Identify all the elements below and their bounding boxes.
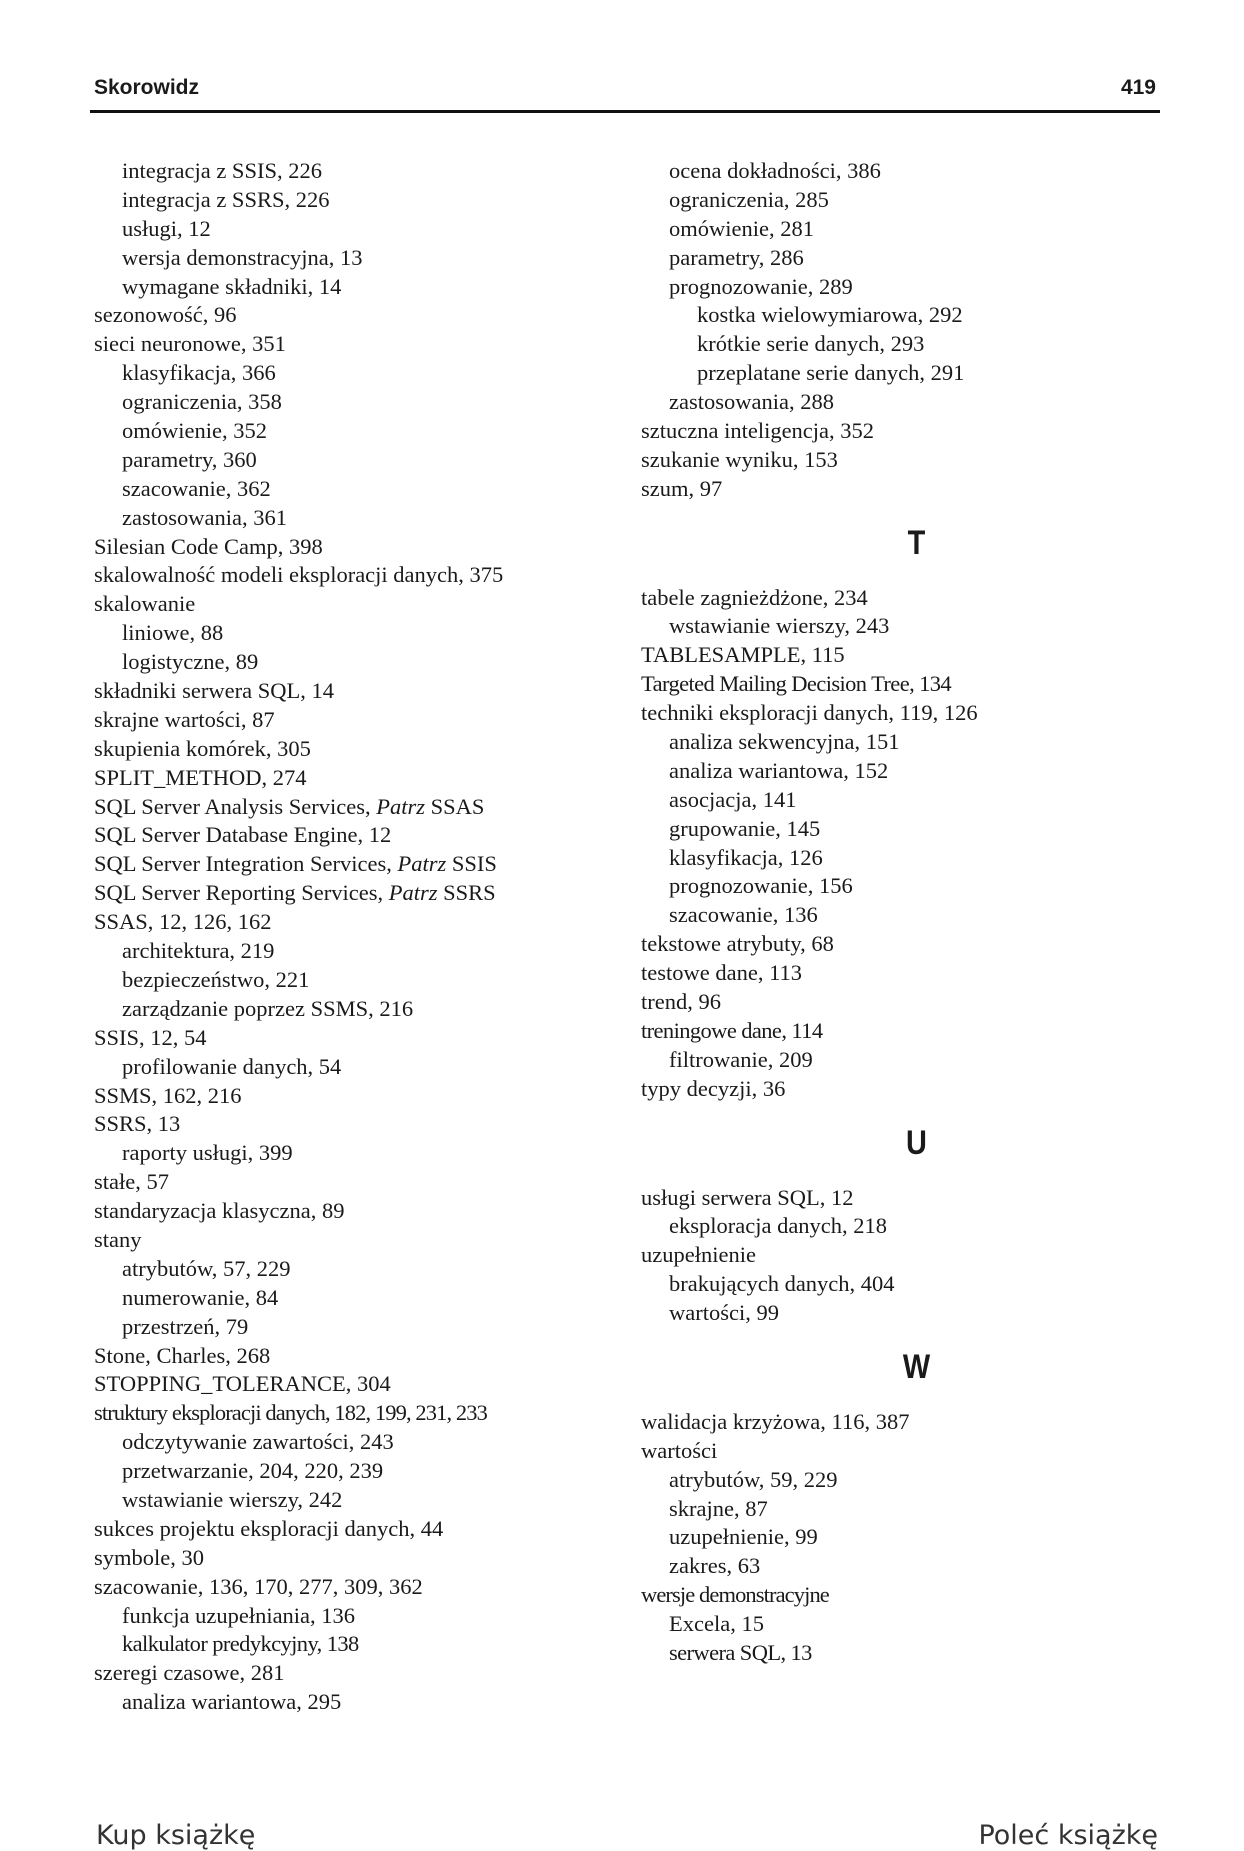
index-entry: trend, 96 bbox=[641, 989, 721, 1015]
index-entry: testowe dane, 113 bbox=[641, 960, 802, 986]
index-subentry: bezpieczeństwo, 221 bbox=[122, 966, 310, 992]
index-subentry: filtrowanie, 209 bbox=[669, 1046, 813, 1072]
index-entry: SQL Server Analysis Services, Patrz SSAS bbox=[94, 793, 485, 819]
index-entry: Stone, Charles, 268 bbox=[94, 1342, 271, 1368]
index-subentry: przestrzeń, 79 bbox=[122, 1313, 249, 1339]
index-subentry: wymagane składniki, 14 bbox=[122, 273, 342, 299]
index-subentry: asocjacja, 141 bbox=[669, 786, 797, 812]
index-subentry: grupowanie, 145 bbox=[669, 815, 821, 841]
index-entry: SQL Server Reporting Services, Patrz SSRS bbox=[94, 880, 496, 906]
buy-book-link[interactable]: Kup książkę bbox=[96, 1820, 256, 1851]
index-entry: szum, 97 bbox=[641, 475, 723, 501]
index-subentry: funkcja uzupełniania, 136 bbox=[122, 1602, 356, 1628]
index-subentry: ograniczenia, 285 bbox=[669, 186, 829, 212]
index-entry: SQL Server Database Engine, 12 bbox=[94, 822, 392, 848]
index-entry: uzupełnienie bbox=[641, 1242, 756, 1268]
index-entry: Targeted Mailing Decision Tree, 134 bbox=[641, 671, 952, 697]
index-subentry: omówienie, 281 bbox=[669, 215, 814, 241]
index-subentry: logistyczne, 89 bbox=[122, 649, 259, 675]
index-entry: tekstowe atrybuty, 68 bbox=[641, 931, 834, 957]
index-subentry: uzupełnienie, 99 bbox=[669, 1524, 818, 1550]
index-entry: skalowalność modeli eksploracji danych, 375 bbox=[94, 562, 504, 588]
index-subentry: kostka wielowymiarowa, 292 bbox=[697, 302, 963, 328]
index-entry: sztuczna inteligencja, 352 bbox=[641, 418, 875, 444]
index-subentry: prognozowanie, 289 bbox=[669, 273, 853, 299]
index-subentry: klasyfikacja, 126 bbox=[669, 844, 823, 870]
index-entry: Silesian Code Camp, 398 bbox=[94, 533, 323, 559]
index-entry: usługi serwera SQL, 12 bbox=[641, 1184, 854, 1210]
index-subentry: atrybutów, 57, 229 bbox=[122, 1255, 291, 1281]
index-entry: STOPPING_TOLERANCE, 304 bbox=[94, 1371, 391, 1397]
index-entry: symbole, 30 bbox=[94, 1544, 204, 1570]
index-subentry: ocena dokładności, 386 bbox=[669, 158, 881, 183]
see-reference: Patrz bbox=[376, 793, 426, 819]
index-subentry: wstawianie wierszy, 243 bbox=[669, 613, 890, 639]
index-subentry: omówienie, 352 bbox=[122, 418, 267, 444]
index-subentry: ograniczenia, 358 bbox=[122, 389, 282, 415]
see-reference: Patrz bbox=[388, 880, 438, 906]
index-entry: stałe, 57 bbox=[94, 1169, 169, 1195]
index-entry: stany bbox=[94, 1226, 142, 1252]
index-entry: SSMS, 162, 216 bbox=[94, 1082, 242, 1108]
index-subentry: architektura, 219 bbox=[122, 938, 275, 964]
running-head bbox=[90, 70, 1160, 113]
see-reference: Patrz bbox=[397, 851, 447, 877]
index-subentry: eksploracja danych, 218 bbox=[669, 1213, 888, 1239]
index-subentry: analiza wariantowa, 152 bbox=[669, 757, 889, 783]
index-entry: SQL Server Integration Services, Patrz SSIS bbox=[94, 851, 497, 877]
index-entry: SSRS, 13 bbox=[94, 1111, 181, 1137]
index-subentry: raporty usługi, 399 bbox=[122, 1140, 293, 1166]
index-subentry: zakres, 63 bbox=[669, 1553, 761, 1579]
index-subentry: zastosowania, 288 bbox=[669, 389, 834, 415]
index-subentry: przetwarzanie, 204, 220, 239 bbox=[122, 1458, 384, 1484]
index-subentry: Excela, 15 bbox=[669, 1611, 764, 1637]
page-number: 419 bbox=[1120, 76, 1156, 99]
index-subentry: zastosowania, 361 bbox=[122, 504, 287, 530]
index-subentry: krótkie serie danych, 293 bbox=[697, 331, 925, 357]
index-subentry: wstawianie wierszy, 242 bbox=[122, 1486, 343, 1512]
index-subentry: serwera SQL, 13 bbox=[669, 1639, 812, 1665]
index-subentry: wartości, 99 bbox=[669, 1300, 779, 1326]
index-letter-heading: T bbox=[907, 523, 926, 562]
index-subentry: parametry, 360 bbox=[122, 446, 257, 472]
index-subentry: brakujących danych, 404 bbox=[669, 1271, 895, 1297]
index-subentry: przeplatane serie danych, 291 bbox=[697, 360, 965, 386]
index-subentry: klasyfikacja, 366 bbox=[122, 360, 276, 386]
index-entry: szacowanie, 136, 170, 277, 309, 362 bbox=[94, 1573, 423, 1599]
index-subentry: szacowanie, 136 bbox=[669, 902, 818, 928]
index-subentry: parametry, 286 bbox=[669, 244, 804, 270]
index-entry: standaryzacja klasyczna, 89 bbox=[94, 1198, 345, 1224]
index-subentry: liniowe, 88 bbox=[122, 620, 224, 646]
index-subentry: usługi, 12 bbox=[122, 215, 211, 241]
index-entry: szeregi czasowe, 281 bbox=[94, 1660, 285, 1686]
index-entry: wartości bbox=[641, 1437, 718, 1463]
index-entry: skrajne wartości, 87 bbox=[94, 706, 275, 732]
index-entry: typy decyzji, 36 bbox=[641, 1075, 786, 1101]
index-subentry: integracja z SSIS, 226 bbox=[122, 158, 322, 183]
page-title: Skorowidz bbox=[94, 76, 200, 99]
index-subentry: profilowanie danych, 54 bbox=[122, 1053, 342, 1079]
index-column-right bbox=[641, 157, 1141, 1668]
index-entry: SSAS, 12, 126, 162 bbox=[94, 909, 272, 935]
index-subentry: kalkulator predykcyjny, 138 bbox=[122, 1631, 359, 1657]
index-entry: skupienia komórek, 305 bbox=[94, 735, 311, 761]
index-entry: składniki serwera SQL, 14 bbox=[94, 678, 334, 704]
index-subentry: wersja demonstracyjna, 13 bbox=[122, 244, 363, 270]
index-entry: SPLIT_METHOD, 274 bbox=[94, 764, 307, 790]
index-subentry: odczytywanie zawartości, 243 bbox=[122, 1429, 394, 1455]
index-entry: TABLESAMPLE, 115 bbox=[641, 642, 845, 668]
index-subentry: analiza sekwencyjna, 151 bbox=[669, 729, 900, 755]
index-subentry: integracja z SSRS, 226 bbox=[122, 186, 330, 212]
index-entry: sukces projektu eksploracji danych, 44 bbox=[94, 1515, 444, 1541]
index-entry: szukanie wyniku, 153 bbox=[641, 446, 838, 472]
index-subentry: skrajne, 87 bbox=[669, 1495, 768, 1521]
index-entry: struktury eksploracji danych, 182, 199, 231, 233 bbox=[94, 1400, 487, 1426]
index-entry: treningowe dane, 114 bbox=[641, 1017, 823, 1043]
index-entry: sezonowość, 96 bbox=[94, 302, 237, 328]
index-entry: sieci neuronowe, 351 bbox=[94, 331, 286, 357]
index-entry: techniki eksploracji danych, 119, 126 bbox=[641, 700, 978, 726]
index-entry: walidacja krzyżowa, 116, 387 bbox=[641, 1408, 910, 1434]
index-entry: wersje demonstracyjne bbox=[641, 1582, 829, 1608]
index-subentry: szacowanie, 362 bbox=[122, 475, 271, 501]
index-subentry: prognozowanie, 156 bbox=[669, 873, 853, 899]
index-entry: SSIS, 12, 54 bbox=[94, 1024, 207, 1050]
index-entry: tabele zagnieżdżone, 234 bbox=[641, 584, 868, 610]
index-subentry: zarządzanie poprzez SSMS, 216 bbox=[122, 995, 414, 1021]
index-entry: skalowanie bbox=[94, 591, 196, 617]
index-subentry: atrybutów, 59, 229 bbox=[669, 1466, 838, 1492]
recommend-book-link[interactable]: Poleć książkę bbox=[978, 1820, 1158, 1851]
index-letter-heading: U bbox=[906, 1123, 927, 1162]
index-column-left bbox=[94, 157, 614, 1717]
index-subentry: numerowanie, 84 bbox=[122, 1284, 279, 1310]
index-subentry: analiza wariantowa, 295 bbox=[122, 1689, 342, 1715]
index-letter-heading: W bbox=[902, 1347, 931, 1386]
